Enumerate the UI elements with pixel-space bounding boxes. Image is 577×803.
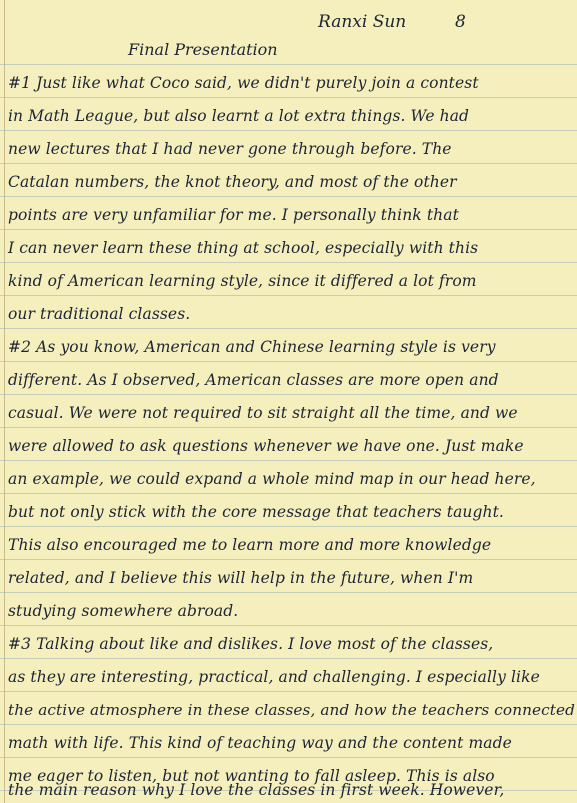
ruled-line	[0, 526, 577, 527]
text-line: were allowed to ask questions whenever we have one. Just make	[8, 437, 524, 455]
text-line: the main reason why I love the classes in first week. However,	[8, 781, 505, 799]
text-line: our traditional classes.	[8, 305, 191, 323]
ruled-line	[0, 724, 577, 725]
page-title: Final Presentation	[128, 40, 278, 59]
ruled-line	[0, 559, 577, 560]
ruled-line	[0, 196, 577, 197]
text-line: different. As I observed, American classes are more open and	[8, 371, 499, 389]
text-line: but not only stick with the core message that teachers taught.	[8, 503, 504, 521]
ruled-line	[0, 625, 577, 626]
text-line: related, and I believe this will help in the future, when I'm	[8, 569, 474, 587]
ruled-line	[0, 592, 577, 593]
text-line: casual. We were not required to sit straight all the time, and we	[8, 404, 518, 422]
ruled-line	[0, 757, 577, 758]
text-line: an example, we could expand a whole mind map in our head here,	[8, 470, 536, 488]
text-line: kind of American learning style, since it differed a lot from	[8, 272, 477, 290]
text-line: #3 Talking about like and dislikes. I love most of the classes,	[8, 635, 494, 653]
ruled-line	[0, 64, 577, 65]
ruled-line	[0, 460, 577, 461]
margin-line	[4, 0, 5, 803]
text-line: as they are interesting, practical, and challenging. I especially like	[8, 668, 540, 686]
ruled-line	[0, 328, 577, 329]
text-line: Catalan numbers, the knot theory, and most of the other	[8, 173, 457, 191]
text-line: points are very unfamiliar for me. I personally think that	[8, 206, 459, 224]
text-line: studying somewhere abroad.	[8, 602, 239, 620]
ruled-line	[0, 295, 577, 296]
text-line: #1 Just like what Coco said, we didn't purely join a contest	[8, 74, 479, 92]
text-line: I can never learn these thing at school, especially with this	[8, 239, 479, 257]
text-line: in Math League, but also learnt a lot extra things. We had	[8, 107, 470, 125]
ruled-line	[0, 163, 577, 164]
ruled-line	[0, 493, 577, 494]
ruled-line	[0, 658, 577, 659]
text-line: #2 As you know, American and Chinese learning style is very	[8, 338, 496, 356]
ruled-line	[0, 262, 577, 263]
text-line: me eager to listen, but not wanting to fall asleep. This is also	[8, 767, 495, 785]
ruled-line	[0, 361, 577, 362]
ruled-line	[0, 229, 577, 230]
ruled-line	[0, 394, 577, 395]
ruled-line	[0, 130, 577, 131]
ruled-line	[0, 691, 577, 692]
text-line: This also encouraged me to learn more and more knowledge	[8, 536, 492, 554]
student-number: 8	[455, 12, 466, 32]
text-line: math with life. This kind of teaching way and the content made	[8, 734, 512, 752]
author-name: Ranxi Sun	[318, 12, 407, 32]
ruled-line	[0, 427, 577, 428]
text-line: new lectures that I had never gone through before. The	[8, 140, 452, 158]
ruled-line	[0, 97, 577, 98]
text-line: the active atmosphere in these classes, and how the teachers connected	[8, 701, 576, 719]
